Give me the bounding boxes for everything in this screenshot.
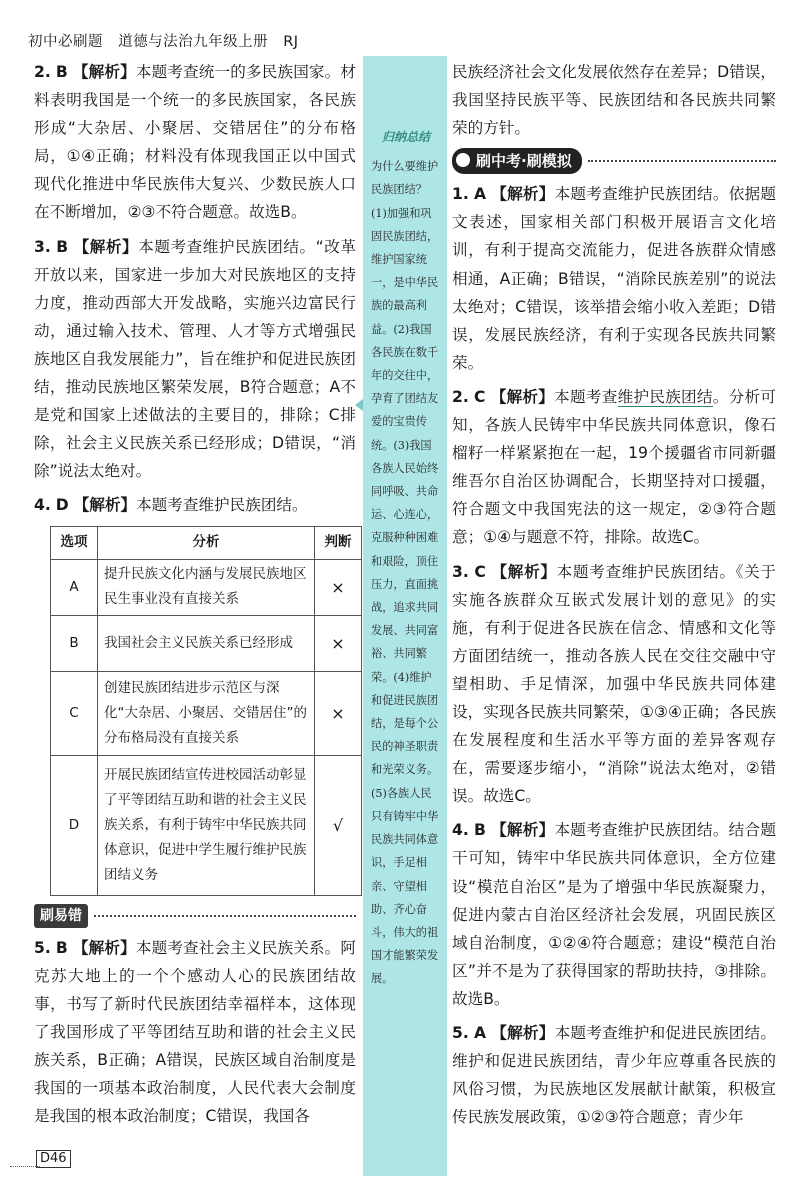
q-answer: B <box>473 821 486 840</box>
series-name: 初中必刷题 <box>28 34 103 50</box>
table-header: 判断 <box>315 526 362 559</box>
q-number: 4. <box>452 821 469 840</box>
edition-label: RJ <box>283 34 299 50</box>
q-number: 2. <box>452 387 469 406</box>
q-number: 5. <box>34 938 51 957</box>
judge-cell: × <box>315 671 362 755</box>
section-label: 刷易错 <box>34 904 88 928</box>
q-text: 本题考查维护和促进民族团结。维护和促进民族团结，青少年应尊重各民族的风俗习惯，为民族地区发展献计献策，积极宣传民族发展政策，①②③符合题意；青少年 <box>452 1024 776 1127</box>
q-answer: B <box>56 237 69 256</box>
q-tag: 【解析】 <box>72 63 136 81</box>
table-row <box>51 615 362 671</box>
q-answer: B <box>55 938 68 957</box>
right-column <box>452 58 776 1137</box>
q-text: 本题考查维护民族团结。依据题文表述，国家相关部门积极开展语言文化培训，有利于提高交流能力，促进各族群众情感相通，A正确；B错误，“消除民族差别”的说法太绝对；C错误，该举措会缩小收入差距；D错误，发展民族经济，有利于实现各民族共同繁荣。 <box>452 185 776 372</box>
exam-answer-4 <box>452 816 776 1013</box>
q-tag: 【解析】 <box>490 387 555 406</box>
option-cell: C <box>51 671 98 755</box>
q-number: 1. <box>452 185 469 204</box>
section-divider <box>588 160 776 162</box>
q-number: 2. <box>34 63 51 81</box>
answer-5 <box>34 934 356 1131</box>
q-text-pre: 本题考查 <box>554 387 618 406</box>
sidebar-text: 为什么要维护民族团结？(1)加强和巩固民族团结，维护国家统一，是中华民族的最高利益。(2)我国各民族在数千年的交往中，孕育了团结友爱的宝贵传统。(3)我国各族人民始终同呼吸、共命运、心连心，克服种种困难和艰险，顶住压力，直面挑战，追求共同发展、共同富裕、共同繁荣。(4)维护和促进民族团结，是每个公民的神圣职责和光荣义务。(5)各族人民只有铸牢中华民族共同体意识，手足相亲、守望相助、齐心奋斗，伟大的祖国才能繁荣发展。 <box>371 160 439 986</box>
q-tag: 【解析】 <box>73 496 137 515</box>
analysis-cell: 创建民族团结进步示范区与深化“大杂居、小聚居、交错居住”的分布格局没有直接关系 <box>98 671 315 755</box>
q-tag: 【解析】 <box>491 185 555 204</box>
q-answer: C <box>474 562 486 581</box>
pointer-arrow-icon <box>355 399 363 411</box>
q-tag: 【解析】 <box>73 237 139 256</box>
q-number: 3. <box>34 237 51 256</box>
left-column <box>34 58 356 1136</box>
section-exam-mock <box>452 148 776 174</box>
q-text: 本题考查维护民族团结。结合题干可知，铸牢中华民族共同体意识，全方位建设“模范自治区”是为了增强中华民族凝聚力，促进内蒙古自治区经济社会发展，巩固民族区域自治制度，①②④符合题意；建设“模范自治区”并不是为了获得国家的帮助扶持，③排除。故选B。 <box>452 821 776 1008</box>
sidebar-title: 归纳总结 <box>381 130 430 144</box>
section-divider <box>94 915 356 917</box>
q-tag: 【解析】 <box>491 821 555 840</box>
table-row <box>51 559 362 615</box>
table-row <box>51 671 362 755</box>
section-label: 刷中考·刷模拟 <box>452 148 582 174</box>
q-text: 本题考查维护民族团结。 <box>136 496 308 515</box>
page-header <box>28 30 309 51</box>
q-text: 本题考查维护民族团结。“改革开放以来，国家进一步加大对民族地区的支持力度，推动西部大开发战略，实施兴边富民行动，通过输入技术、管理、人才等方式增强民族地区自我发展能力”，旨在维护和促进民族团结，推动民族地区繁荣发展，B符合题意；A不是党和国家上述做法的主要目的，排除；C排除，社会主义民族关系已经形成；D错误，“消除”说法太绝对。 <box>34 237 356 481</box>
q-answer: D <box>55 496 69 515</box>
table-header: 选项 <box>51 526 98 559</box>
q-number: 3. <box>452 562 469 581</box>
q-answer: B <box>55 63 68 81</box>
exam-answer-3 <box>452 558 776 811</box>
analysis-cell: 我国社会主义民族关系已经形成 <box>98 615 315 671</box>
judge-cell: √ <box>315 755 362 895</box>
q-text: 本题考查维护民族团结。《关于实施各族群众互嵌式发展计划的意见》的实施，有利于促进各民族在信念、情感和文化等方面团结统一，推动各族人民在交往交融中守望相助、手足情深，加强中华民族共同体建设，实现各民族共同繁荣，①③④正确；各民族在发展程度和生活水平等方面的差异客观存在，需要逐步缩小，“消除”说法太绝对，②错误。故选C。 <box>452 562 776 806</box>
q-text: 本题考查社会主义民族关系。阿克苏大地上的一个个感动人心的民族团结故事，书写了新时代民族团结幸福样本，这体现了我国形成了平等团结互助和谐的社会主义民族关系，B正确；A错误，民族区域自治制度是我国的一项基本政治制度，人民代表大会制度是我国的根本政治制度；C错误，我国各 <box>34 938 356 1126</box>
q-number: 5. <box>452 1024 469 1042</box>
analysis-cell: 开展民族团结宣传进校园活动彰显了平等团结互助和谐的社会主义民族关系，有利于铸牢中华民族共同体意识，促进中学生履行维护民族团结义务 <box>98 755 315 895</box>
q-text: 。分析可知，各族人民铸牢中华民族共同体意识，像石榴籽一样紧紧抱在一起，19个援疆省市同新疆维吾尔自治区协调配合，长期坚持对口援疆，符合题文中我国宪法的这一规定，②③符合题意；①④与题意不符，排除。故选C。 <box>452 387 776 547</box>
q-text: 民族经济社会文化发展依然存在差异；D错误，我国坚持民族平等、民族团结和各民族共同繁荣的方针。 <box>452 63 776 138</box>
summary-sidebar <box>363 56 447 1176</box>
analysis-cell: 提升民族文化内涵与发展民族地区民生事业没有直接关系 <box>98 559 315 615</box>
option-cell: A <box>51 559 98 615</box>
analysis-table <box>50 526 362 896</box>
answer-4 <box>34 491 356 519</box>
table-header-row <box>51 526 362 559</box>
q-underlined-text: 维护民族团结 <box>617 387 713 406</box>
page-number: D46 <box>36 1150 71 1168</box>
q-tag: 【解析】 <box>72 938 136 957</box>
exam-answer-2 <box>452 383 776 552</box>
table-row <box>51 755 362 895</box>
option-cell: D <box>51 755 98 895</box>
judge-cell: × <box>315 615 362 671</box>
exam-answer-1 <box>452 180 776 377</box>
q-answer: A <box>473 185 487 204</box>
answer-3 <box>34 233 356 486</box>
q-answer: C <box>474 387 486 406</box>
q-number: 4. <box>34 496 51 515</box>
table-header: 分析 <box>98 526 315 559</box>
section-error-prone <box>34 904 356 928</box>
exam-answer-5 <box>452 1019 776 1131</box>
q-answer: A <box>473 1024 487 1042</box>
q-tag: 【解析】 <box>491 562 557 581</box>
subject-title: 道德与法治九年级上册 <box>118 34 269 50</box>
option-cell: B <box>51 615 98 671</box>
answer-5-continued <box>452 58 776 142</box>
q-text: 本题考查统一的多民族国家。材料表明我国是一个统一的多民族国家，各民族形成“大杂居、小聚居、交错居住”的分布格局，①④正确；材料没有体现我国正以中国式现代化推进中华民族伟大复兴、少数民族人口在不断增加，②③不符合题意。故选B。 <box>34 63 356 222</box>
q-tag: 【解析】 <box>491 1024 555 1042</box>
answer-2 <box>34 58 356 227</box>
judge-cell: × <box>315 559 362 615</box>
